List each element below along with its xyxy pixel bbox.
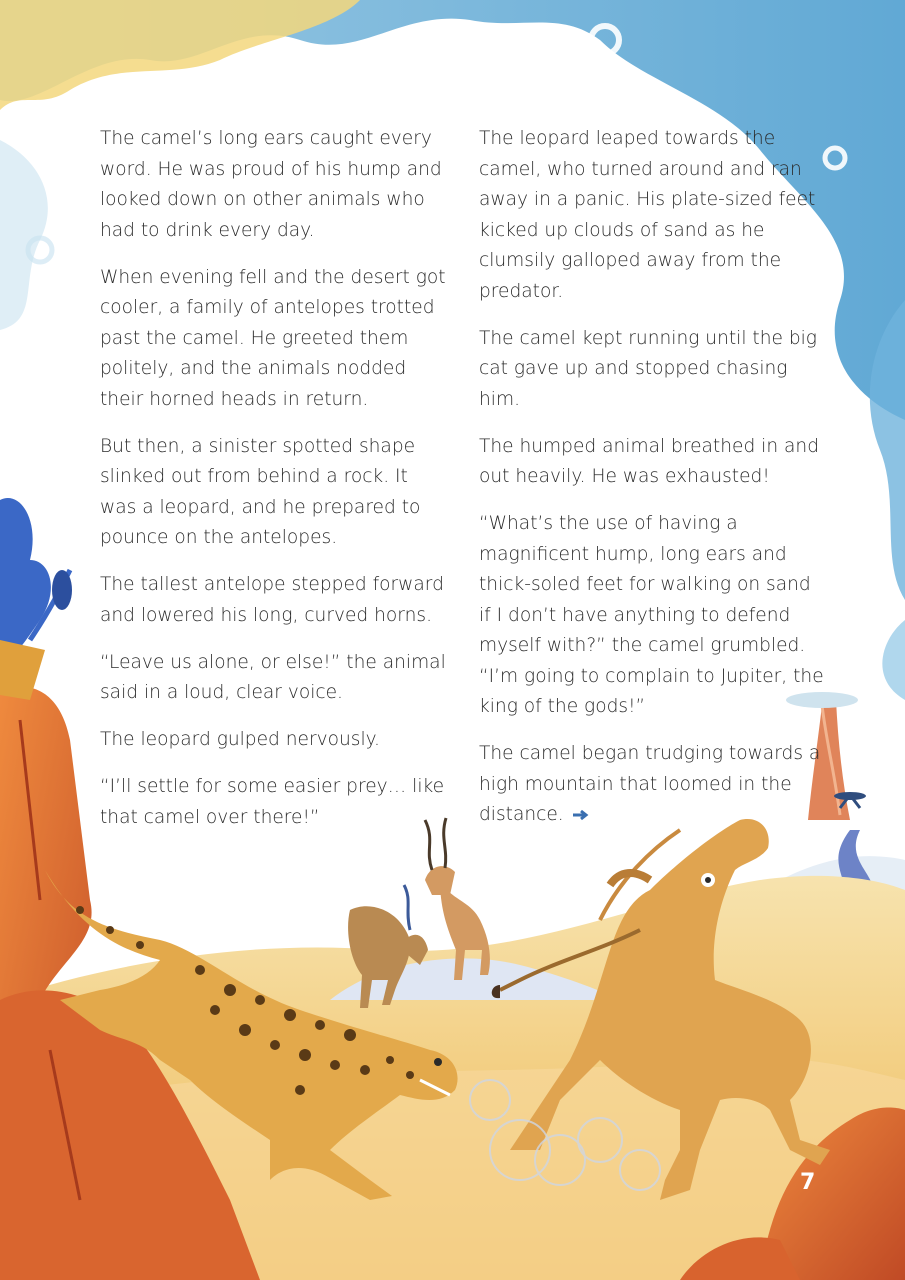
- paragraph: The leopard gulped nervously.: [100, 729, 380, 750]
- right-text-column: [479, 124, 824, 847]
- paragraph: “What’s the use of having a magnificent hump, long ears and thick-soled feet for walking on sand if I don’t have anything to defend myself with?” the camel grumbled. “I’m going to complain to Jupiter, the king of the gods!”: [479, 513, 824, 717]
- paragraph: But then, a sinister spotted shape slinked out from behind a rock. It was a leopard, and he prepared to pounce on the antelopes.: [100, 435, 421, 548]
- paragraph: The tallest antelope stepped forward and lowered his long, curved horns.: [100, 574, 444, 626]
- right-arrow-icon: [572, 809, 592, 821]
- paragraph: “I’ll settle for some easier prey… like that camel over there!”: [100, 776, 445, 828]
- page-number: 7: [800, 1170, 816, 1195]
- paragraph: “Leave us alone, or else!” the animal said in a loud, clear voice.: [100, 651, 446, 703]
- paragraph-text: The camel began trudging towards a high mountain that loomed in the distance.: [479, 743, 821, 825]
- last-paragraph: [479, 739, 824, 831]
- paragraph: The camel’s long ears caught every word. He was proud of his hump and looked down on other animals who had to drink every day.: [100, 128, 442, 241]
- paragraph: The humped animal breathed in and out heavily. He was exhausted!: [479, 435, 819, 487]
- paragraph: When evening fell and the desert got cooler, a family of antelopes trotted past the camel. He greeted them politely, and the animals nodded their horned heads in return.: [100, 266, 446, 410]
- paragraph: The camel kept running until the big cat gave up and stopped chasing him.: [479, 327, 817, 410]
- left-text-column: [100, 124, 448, 850]
- paragraph: The leopard leaped towards the camel, who turned around and ran away in a panic. His plate-sized feet kicked up clouds of sand as he clumsily galloped away from the predator.: [479, 128, 816, 302]
